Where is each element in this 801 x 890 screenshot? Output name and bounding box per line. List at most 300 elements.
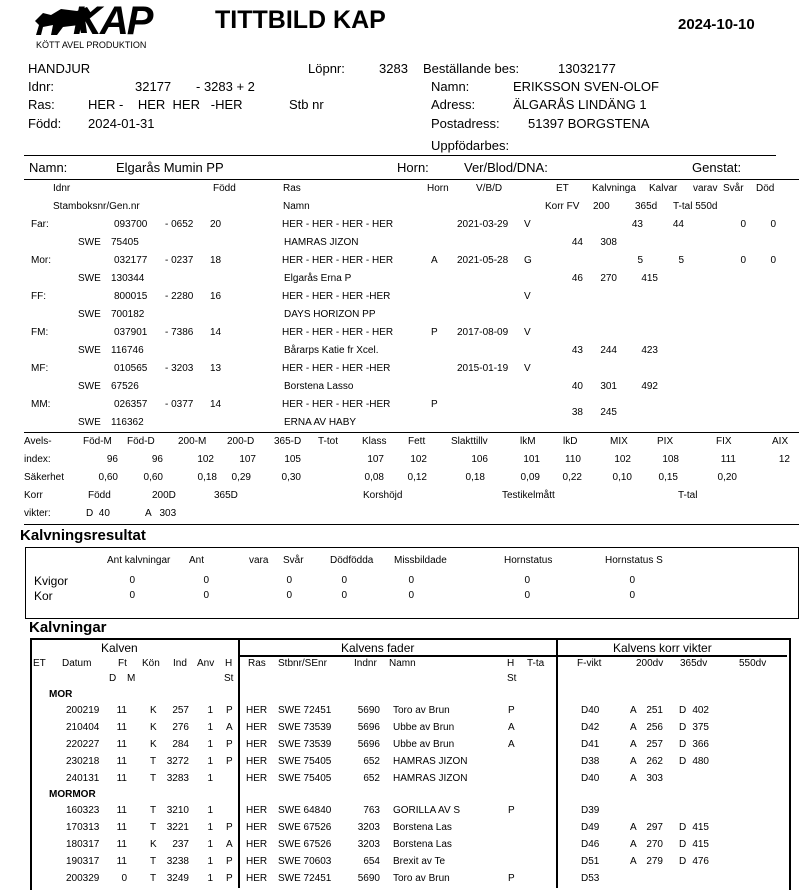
- calving-stbnr: SWE 75405: [278, 773, 332, 784]
- pedigree-200: 244: [600, 345, 617, 356]
- pedigree-namn: HAMRAS JIZON: [284, 237, 359, 248]
- pedigree-namn: Elgarås Erna P: [284, 273, 352, 284]
- pedigree-namn: Bårarps Katie fr Xcel.: [284, 345, 379, 356]
- index-value: 96: [151, 454, 163, 465]
- index-col-header: 365-D: [274, 436, 302, 447]
- calving-fvikt: D39: [581, 805, 600, 816]
- kresult-value: 0: [629, 590, 635, 601]
- kresult-value: 0: [629, 575, 635, 586]
- fodd-value: 2024-01-31: [88, 116, 155, 131]
- pedigree-200: 308: [600, 237, 617, 248]
- divider: [24, 155, 776, 156]
- index-col-header: Slakttillv: [451, 436, 488, 447]
- pedigree-id: 010565: [114, 363, 148, 374]
- col-ttal: T-tal 550d: [673, 201, 718, 212]
- calving-200dv: 256: [646, 722, 663, 733]
- col-ft: Ft: [118, 658, 127, 669]
- calving-datum: 210404: [66, 722, 100, 733]
- testikel-header: Testikelmått: [502, 490, 555, 501]
- pedigree-varav: 5: [678, 255, 684, 266]
- korr-fodd-header: Född: [88, 490, 111, 501]
- index-col-header: Klass: [362, 436, 387, 447]
- kresult-value: 0: [286, 590, 292, 601]
- calving-fvikt: D40: [581, 705, 600, 716]
- calving-anv: 1: [207, 856, 213, 867]
- kresult-row-label: Kor: [34, 589, 53, 603]
- index-value: 105: [284, 454, 301, 465]
- kap-logo: [33, 0, 153, 53]
- owner-name-label: Namn:: [431, 79, 470, 94]
- postadress-value: 51397 BORGSTENA: [528, 116, 650, 131]
- pedigree-swe: SWE: [78, 381, 101, 392]
- pedigree-label: Far:: [31, 219, 49, 230]
- calving-ft: 11: [116, 805, 127, 816]
- calving-kon: T: [150, 856, 157, 867]
- calving-a: A: [630, 839, 637, 850]
- mor-label: MOR: [49, 689, 73, 700]
- calving-stbnr: SWE 67526: [278, 839, 332, 850]
- kresult-header: Hornstatus: [504, 555, 553, 566]
- pedigree-id-suffix: - 0652: [165, 219, 194, 230]
- uppfodarbes-label: Uppfödarbes:: [431, 138, 510, 153]
- pedigree-namn: DAYS HORIZON PP: [284, 309, 376, 320]
- calving-ras: HER: [246, 873, 268, 884]
- sakerhet-value: 0,60: [98, 472, 118, 483]
- pedigree-kalvar: 5: [637, 255, 643, 266]
- pedigree-horn: P: [431, 399, 438, 410]
- calving-ras: HER: [246, 739, 268, 750]
- calving-stbnr: SWE 72451: [278, 873, 332, 884]
- col-ind: Ind: [173, 658, 187, 669]
- pedigree-id-suffix: - 3203: [165, 363, 194, 374]
- calving-fvikt: D42: [581, 722, 600, 733]
- calving-ras: HER: [246, 756, 268, 767]
- calving-fvikt: D49: [581, 822, 600, 833]
- calving-anv: 1: [207, 805, 213, 816]
- pedigree-365: 415: [641, 273, 658, 284]
- kresult-value: 0: [203, 575, 209, 586]
- col-datum: Datum: [62, 658, 92, 669]
- kresult-value: 0: [203, 590, 209, 601]
- calving-200dv: 270: [646, 839, 663, 850]
- calving-stbnr: SWE 73539: [278, 739, 332, 750]
- ras-label: Ras:: [28, 97, 55, 112]
- calving-datum: 220227: [66, 739, 100, 750]
- calving-kon: T: [150, 873, 157, 884]
- calving-ind: 3283: [166, 773, 189, 784]
- kresult-header: Hornstatus S: [605, 555, 663, 566]
- calving-kon: T: [150, 756, 157, 767]
- calving-ras: HER: [246, 839, 268, 850]
- col-korrfv: Korr FV: [545, 201, 580, 212]
- calving-fader-h: A: [508, 722, 515, 733]
- animal-name: Elgarås Mumin PP: [116, 160, 224, 175]
- pedigree-id: 037901: [114, 327, 148, 338]
- calving-a: A: [630, 822, 637, 833]
- calving-fvikt: D41: [581, 739, 600, 750]
- calving-anv: 1: [207, 773, 213, 784]
- pedigree-id-suffix: - 0237: [165, 255, 194, 266]
- sakerhet-value: 0,15: [658, 472, 678, 483]
- calving-kon: T: [150, 773, 157, 784]
- pedigree-date: 2017-08-09: [457, 327, 509, 338]
- calving-fvikt: D53: [581, 873, 600, 884]
- owner-name: ERIKSSON SVEN-OLOF: [513, 79, 659, 94]
- index-col-header: Föd-M: [83, 436, 112, 447]
- pedigree-korr: 43: [571, 345, 583, 356]
- calving-ft: 11: [116, 705, 127, 716]
- divider: [556, 655, 787, 657]
- pedigree-dod: 0: [770, 255, 776, 266]
- fodd-label: Född:: [28, 116, 62, 131]
- calving-ind: 3249: [166, 873, 189, 884]
- pedigree-id-suffix: - 7386: [165, 327, 194, 338]
- divider: [24, 432, 799, 433]
- col-vbd: V/B/D: [476, 183, 503, 194]
- col-200: 200: [593, 201, 610, 212]
- index-col-header: AIX: [772, 436, 789, 447]
- divider: [556, 638, 558, 888]
- pedigree-vbd: G: [524, 255, 532, 266]
- calving-kon: T: [150, 822, 157, 833]
- calving-fader-namn: Toro av Brun: [393, 873, 450, 884]
- pedigree-200: 301: [600, 381, 617, 392]
- index-value: 102: [614, 454, 631, 465]
- pedigree-gen: 14: [210, 399, 222, 410]
- calving-a: A: [630, 773, 637, 784]
- calving-d: D: [679, 839, 687, 850]
- calving-ind: 257: [172, 705, 189, 716]
- pedigree-ras: HER - HER - HER - HER: [282, 255, 394, 266]
- col-200dv: 200dv: [636, 658, 664, 669]
- pedigree-gen: 13: [210, 363, 222, 374]
- pedigree-stambok: 130344: [111, 273, 145, 284]
- sakerhet-label: Säkerhet: [24, 472, 65, 483]
- group-kalven: Kalven: [101, 641, 138, 655]
- calving-h: P: [226, 873, 233, 884]
- pedigree-stambok: 67526: [111, 381, 139, 392]
- kresult-header: Missbildade: [394, 555, 447, 566]
- pedigree-svar: 0: [740, 255, 746, 266]
- divider: [238, 638, 240, 888]
- calving-ind: 3272: [166, 756, 189, 767]
- sakerhet-value: 0,60: [143, 472, 163, 483]
- sakerhet-value: 0,10: [612, 472, 632, 483]
- pedigree-stambok: 116746: [111, 345, 144, 356]
- vikter-label: vikter:: [24, 508, 51, 519]
- calving-ft: 11: [116, 822, 127, 833]
- calving-datum: 230218: [66, 756, 100, 767]
- pedigree-vbd: V: [524, 363, 531, 374]
- calving-d: D: [679, 756, 687, 767]
- index-value: 107: [239, 454, 256, 465]
- pedigree-label: MF:: [31, 363, 49, 374]
- index-col-header: T-tot: [318, 436, 339, 447]
- col-ras: Ras: [248, 658, 266, 669]
- sakerhet-value: 0,22: [562, 472, 582, 483]
- index-col-header: MIX: [610, 436, 628, 447]
- handjur-label: HANDJUR: [28, 61, 91, 76]
- kresult-header: Dödfödda: [330, 555, 374, 566]
- calving-d: D: [679, 739, 687, 750]
- ttal-header: T-tal: [678, 490, 698, 501]
- pedigree-ras: HER - HER - HER -HER: [282, 363, 391, 374]
- kresult-value: 0: [524, 575, 530, 586]
- pedigree-varav: 44: [672, 219, 684, 230]
- col-idnr: Idnr: [53, 183, 71, 194]
- calving-h: P: [226, 756, 233, 767]
- calving-200dv: 303: [646, 773, 663, 784]
- index-col-header: Föd-D: [127, 436, 155, 447]
- group-fader: Kalvens fader: [341, 641, 415, 655]
- calving-stbnr: SWE 70603: [278, 856, 332, 867]
- calving-a: A: [630, 722, 637, 733]
- calving-a: A: [630, 739, 637, 750]
- col-varav: varav: [693, 183, 718, 194]
- col-365: 365d: [635, 201, 658, 212]
- calving-d: D: [679, 856, 687, 867]
- calving-ind: 3221: [166, 822, 189, 833]
- calving-anv: 1: [207, 756, 213, 767]
- col-indnr: Indnr: [354, 658, 377, 669]
- calving-200dv: 262: [646, 756, 663, 767]
- pedigree-korr: 40: [571, 381, 583, 392]
- calving-fvikt: D40: [581, 773, 600, 784]
- pedigree-dod: 0: [770, 219, 776, 230]
- calving-200dv: 251: [646, 705, 663, 716]
- col-stbnr: Stbnr/SEnr: [278, 658, 327, 669]
- index-value: 102: [410, 454, 427, 465]
- calving-stbnr: SWE 67526: [278, 822, 332, 833]
- calving-ras: HER: [246, 822, 268, 833]
- calving-indnr: 652: [363, 756, 380, 767]
- pedigree-gen: 18: [210, 255, 222, 266]
- lopnr-label: Löpnr:: [308, 61, 345, 76]
- calving-d: D: [679, 822, 687, 833]
- calving-a: A: [630, 756, 637, 767]
- calving-datum: 170313: [66, 822, 100, 833]
- calving-ras: HER: [246, 705, 268, 716]
- calving-stbnr: SWE 64840: [278, 805, 332, 816]
- calving-ft: 11: [116, 773, 127, 784]
- calving-a: A: [630, 856, 637, 867]
- index-value: 107: [367, 454, 384, 465]
- calving-stbnr: SWE 73539: [278, 722, 332, 733]
- index-value: 111: [720, 454, 736, 465]
- sakerhet-value: 0,12: [407, 472, 427, 483]
- pedigree-365: 492: [641, 381, 658, 392]
- calving-fader-namn: Ubbe av Brun: [393, 739, 455, 750]
- pedigree-gen: 20: [210, 219, 222, 230]
- calving-fader-namn: Borstena Las: [393, 839, 452, 850]
- index-value: 12: [778, 454, 790, 465]
- pedigree-vbd: V: [524, 327, 531, 338]
- pedigree-ras: HER - HER - HER - HER: [282, 327, 394, 338]
- index-col-header: FIX: [716, 436, 732, 447]
- sakerhet-value: 0,20: [717, 472, 737, 483]
- calving-ras: HER: [246, 856, 268, 867]
- calving-anv: 1: [207, 873, 213, 884]
- calving-fader-namn: Brexit av Te: [393, 856, 446, 867]
- col-365dv: 365dv: [680, 658, 708, 669]
- kresult-value: 0: [286, 575, 292, 586]
- calving-200dv: 297: [646, 822, 663, 833]
- sakerhet-value: 0,29: [231, 472, 251, 483]
- calving-365dv: 402: [692, 705, 709, 716]
- col-namn: Namn: [389, 658, 416, 669]
- col-d: D: [109, 673, 117, 684]
- divider: [238, 655, 558, 657]
- korr-label: Korr: [24, 490, 43, 501]
- calving-fader-h: P: [508, 873, 515, 884]
- calving-365dv: 415: [692, 839, 709, 850]
- col-dod: Död: [756, 183, 775, 194]
- pedigree-label: FF:: [31, 291, 46, 302]
- calving-fader-h: P: [508, 705, 515, 716]
- calving-datum: 160323: [66, 805, 100, 816]
- ras-value: HER - HER HER -HER: [88, 97, 243, 112]
- calving-fader-namn: HAMRAS JIZON: [393, 756, 468, 767]
- pedigree-stambok: 116362: [111, 417, 144, 428]
- pedigree-korr: 38: [571, 407, 583, 418]
- calving-fvikt: D51: [581, 856, 600, 867]
- korr-200d-header: 200D: [152, 490, 176, 501]
- pedigree-label: MM:: [31, 399, 51, 410]
- calving-ind: 237: [172, 839, 189, 850]
- idnr-label: Idnr:: [28, 79, 55, 94]
- pedigree-vbd: V: [524, 291, 531, 302]
- kresult-value: 0: [341, 590, 347, 601]
- index-col-header: lkM: [520, 436, 536, 447]
- col-tta: T-ta: [527, 658, 545, 669]
- sakerhet-value: 0,09: [520, 472, 540, 483]
- horn-label: Horn:: [397, 160, 429, 175]
- calving-indnr: 3203: [357, 839, 380, 850]
- calving-365dv: 375: [692, 722, 709, 733]
- kresult-header: Svår: [283, 555, 304, 566]
- pedigree-date: 2021-03-29: [457, 219, 509, 230]
- calving-indnr: 5690: [357, 705, 380, 716]
- index-value: 96: [106, 454, 118, 465]
- adress-label: Adress:: [431, 97, 476, 112]
- avels-label: Avels-: [24, 436, 52, 447]
- calving-kon: T: [150, 805, 157, 816]
- pedigree-ras: HER - HER - HER -HER: [282, 399, 391, 410]
- calving-indnr: 5696: [357, 739, 380, 750]
- col-550dv: 550dv: [739, 658, 767, 669]
- idnr-a: 32177: [135, 79, 172, 94]
- kresult-header: Ant kalvningar: [107, 555, 171, 566]
- report-date: 2024-10-10: [678, 16, 755, 33]
- col-st2: St: [507, 673, 517, 684]
- calving-anv: 1: [207, 822, 213, 833]
- calving-d: D: [679, 722, 687, 733]
- col-kon: Kön: [142, 658, 160, 669]
- calving-h: P: [226, 856, 233, 867]
- index-label: index:: [24, 454, 51, 465]
- calving-ind: 3210: [166, 805, 189, 816]
- calving-h: A: [226, 722, 233, 733]
- pedigree-id: 032177: [114, 255, 148, 266]
- bestallande-label: Beställande bes:: [423, 61, 520, 76]
- calving-indnr: 652: [363, 773, 380, 784]
- calving-anv: 1: [207, 739, 213, 750]
- pedigree-ras: HER - HER - HER -HER: [282, 291, 391, 302]
- calving-fader-h: P: [508, 805, 515, 816]
- index-value: 108: [662, 454, 679, 465]
- index-value: 102: [197, 454, 214, 465]
- col-ras: Ras: [283, 183, 301, 194]
- pedigree-vbd: V: [524, 219, 531, 230]
- calving-fader-namn: Ubbe av Brun: [393, 722, 455, 733]
- calving-fvikt: D46: [581, 839, 600, 850]
- pedigree-id: 026357: [114, 399, 148, 410]
- pedigree-swe: SWE: [78, 237, 101, 248]
- calving-ft: 11: [116, 722, 127, 733]
- kresult-value: 0: [129, 575, 135, 586]
- pedigree-stambok: 700182: [111, 309, 145, 320]
- pedigree-kalvar: 43: [631, 219, 643, 230]
- lopnr-value: 3283: [379, 61, 408, 76]
- page-title: TITTBILD KAP: [215, 6, 386, 34]
- calving-datum: 190317: [66, 856, 100, 867]
- calving-anv: 1: [207, 722, 213, 733]
- calving-fader-namn: GORILLA AV S: [393, 805, 461, 816]
- pedigree-date: 2015-01-19: [457, 363, 509, 374]
- pedigree-swe: SWE: [78, 345, 101, 356]
- calving-kon: K: [150, 739, 157, 750]
- col-anv: Anv: [197, 658, 215, 669]
- sakerhet-value: 0,18: [197, 472, 217, 483]
- calving-ind: 284: [172, 739, 189, 750]
- index-value: 106: [471, 454, 488, 465]
- korshojd-header: Korshöjd: [363, 490, 403, 501]
- calving-a: A: [630, 705, 637, 716]
- calving-ind: 3238: [166, 856, 189, 867]
- col-et: ET: [556, 183, 569, 194]
- index-col-header: Fett: [408, 436, 426, 447]
- calving-stbnr: SWE 75405: [278, 756, 332, 767]
- index-value: 110: [565, 454, 581, 465]
- calving-datum: 180317: [66, 839, 100, 850]
- ver-label: Ver/Blod/DNA:: [464, 160, 548, 175]
- pedigree-horn: P: [431, 327, 438, 338]
- calving-ft: 11: [116, 756, 127, 767]
- pedigree-id: 800015: [114, 291, 148, 302]
- kresult-value: 0: [408, 590, 414, 601]
- calving-stbnr: SWE 72451: [278, 705, 332, 716]
- pedigree-date: 2021-05-28: [457, 255, 509, 266]
- pedigree-365: 423: [641, 345, 658, 356]
- index-col-header: PIX: [657, 436, 674, 447]
- calving-anv: 1: [207, 839, 213, 850]
- pedigree-label: Mor:: [31, 255, 51, 266]
- calving-ft: 11: [116, 839, 127, 850]
- genstat-label: Genstat:: [692, 160, 742, 175]
- col-kalvar: Kalvar: [649, 183, 678, 194]
- col-svar: Svår: [723, 183, 744, 194]
- logo-subtitle: KÖTT AVEL PRODUKTION: [36, 40, 147, 50]
- calving-365dv: 476: [692, 856, 709, 867]
- calving-ft: 0: [121, 873, 127, 884]
- col-m: M: [127, 673, 136, 684]
- calving-datum: 200329: [66, 873, 100, 884]
- postadress-label: Postadress:: [431, 116, 500, 131]
- calving-datum: 240131: [66, 773, 100, 784]
- index-col-header: lkD: [563, 436, 578, 447]
- pedigree-200: 270: [600, 273, 617, 284]
- sakerhet-value: 0,08: [364, 472, 384, 483]
